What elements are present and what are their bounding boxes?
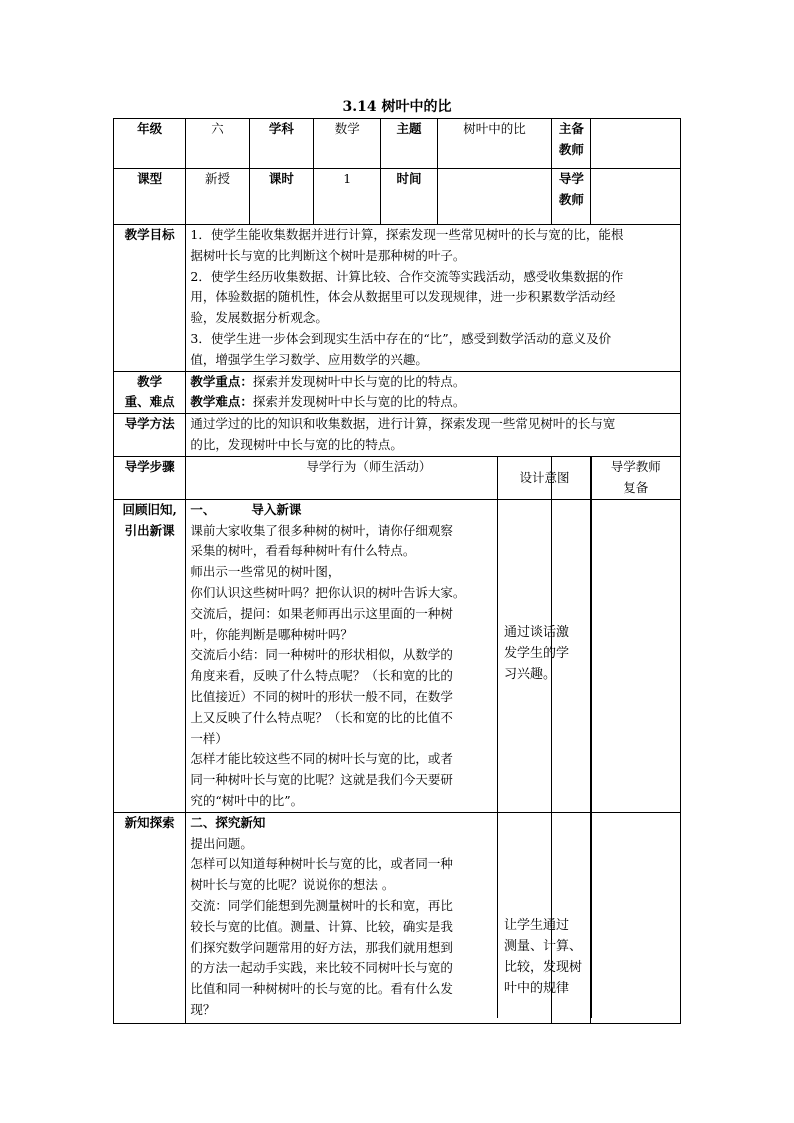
steps-header-row — [114, 457, 681, 500]
key-text: 探索并发现树叶中长与宽的比的特点。 — [252, 373, 466, 389]
info-row-1 — [114, 119, 681, 169]
review-header: 导学教师 复备 — [591, 457, 681, 500]
subject-label: 学科 — [249, 119, 313, 169]
intent-header: 设计意图 — [519, 470, 570, 485]
goals-line: 据树叶长与宽的比判断这个树叶是那种树的叶子。 — [190, 247, 466, 263]
section1-step: 回顾旧知, 引出新课 — [114, 499, 186, 812]
goals-content — [186, 225, 681, 372]
goals-line: 2．使学生经历收集数据、计算比较、合作交流等实践活动，感受收集数据的作 — [190, 268, 624, 284]
document-title: 3.14 树叶中的比 — [342, 99, 452, 115]
goals-line: 值，增强学生学习数学、应用数学的兴趣。 — [190, 351, 428, 367]
grade-value: 六 — [186, 119, 249, 169]
grade-label: 年级 — [114, 119, 186, 169]
goals-line: 1．使学生能收集数据并进行计算，探索发现一些常见树叶的长与宽的比，能根 — [190, 227, 624, 242]
guide-teacher-label: 导学 教师 — [552, 169, 591, 225]
type-value: 新授 — [186, 169, 249, 225]
section1-content: 一、 导入新课 课前大家收集了很多种树的树叶，请你仔细观察 采集的树叶，看看每种树叶有什么特点。 师出示一些常见的树叶图， 你们认识这些树叶吗？把你认识的树叶告诉大家。 交流后，提问：如果老师再出示这里面的一种树 叶，你能判断是哪种树叶吗？ 交流后小结：同一种树叶的形状相似，从数学的 角度来看，反映了什么特点呢？（长和宽的比的 比值接近）不同的树叶的形状一般不同，在数学 上又反映了什么特点呢？（长和宽的比的比值不 一样） 怎样才能比较这些不同的树叶长与宽的比，或者 同一种树叶长与宽的比呢？这就是我们今天要研 究的“树叶中的比”。 — [186, 499, 552, 812]
difficulty-text: 探索并发现树叶中长与宽的比的特点。 — [252, 394, 466, 410]
step-header: 导学步骤 — [114, 457, 186, 500]
topic-label: 主题 — [381, 119, 437, 169]
difficulty-label: 教学难点： — [190, 394, 253, 410]
subject-value: 数学 — [314, 119, 381, 169]
section1-heading: 一、 导入新课 — [190, 501, 302, 517]
hours-value: 1 — [314, 169, 381, 225]
method-label: 导学方法 — [114, 414, 186, 457]
lesson-plan-table — [113, 118, 681, 1024]
type-label: 课型 — [114, 169, 186, 225]
section1-row — [114, 499, 681, 812]
goals-row — [114, 225, 681, 372]
key-label: 教学重点： — [190, 373, 253, 389]
section2-content: 二、探究新知 提出问题。 怎样可以知道每种树叶长与宽的比，或者同一种 树叶长与宽的比呢？说说你的想法 。 交流：同学们能想到先测量树叶的长和宽，再比 较长与宽的比值。测量、计算、比较，确实是我 们探究数学问题常用的好方法，那我们就用想到 的方法一起动手实践，来比较不同树叶长与宽的 比值和同一种树树叶的长与宽的比。看有什么发 现？ — [186, 812, 552, 1023]
topic-value: 树叶中的比 — [437, 119, 552, 169]
main-teacher-label: 主备 教师 — [552, 119, 591, 169]
goals-label: 教学目标 — [114, 225, 186, 372]
time-label: 时间 — [381, 169, 437, 225]
keypoints-content — [186, 371, 681, 414]
section2-step: 新知探索 — [114, 812, 186, 1023]
action-header: 导学行为（师生活动） — [186, 457, 552, 500]
goals-line: 3．使学生进一步体会到现实生活中存在的“比”，感受到数学活动的意义及价 — [190, 330, 612, 346]
main-teacher-value — [591, 119, 681, 169]
keypoints-label: 教学 重、难点 — [114, 371, 186, 414]
method-row — [114, 414, 681, 457]
section2-row — [114, 812, 681, 1023]
info-row-2 — [114, 169, 681, 225]
section1-intent: 通过谈话激 发学生的学 习兴趣。 — [504, 625, 570, 682]
time-value — [437, 169, 552, 225]
guide-teacher-value — [591, 169, 681, 225]
hours-label: 课时 — [249, 169, 313, 225]
section2-intent: 让学生通过 测量、计算、 比较，发现树 叶中的规律 — [504, 918, 583, 996]
method-content: 通过学过的比的知识和收集数据，进行计算，探索发现一些常见树叶的长与宽 的比，发现树叶中长与宽的比的特点。 — [186, 414, 681, 457]
goals-line: 验，发展数据分析观念。 — [190, 310, 328, 326]
goals-line: 用，体验数据的随机性，体会从数据里可以发现规律，进一步积累数学活动经 — [190, 289, 616, 305]
section2-review — [591, 812, 681, 1023]
section2-heading: 二、探究新知 — [190, 814, 266, 830]
keypoints-row — [114, 371, 681, 414]
intent-column — [497, 457, 592, 1018]
section1-review — [591, 499, 681, 812]
